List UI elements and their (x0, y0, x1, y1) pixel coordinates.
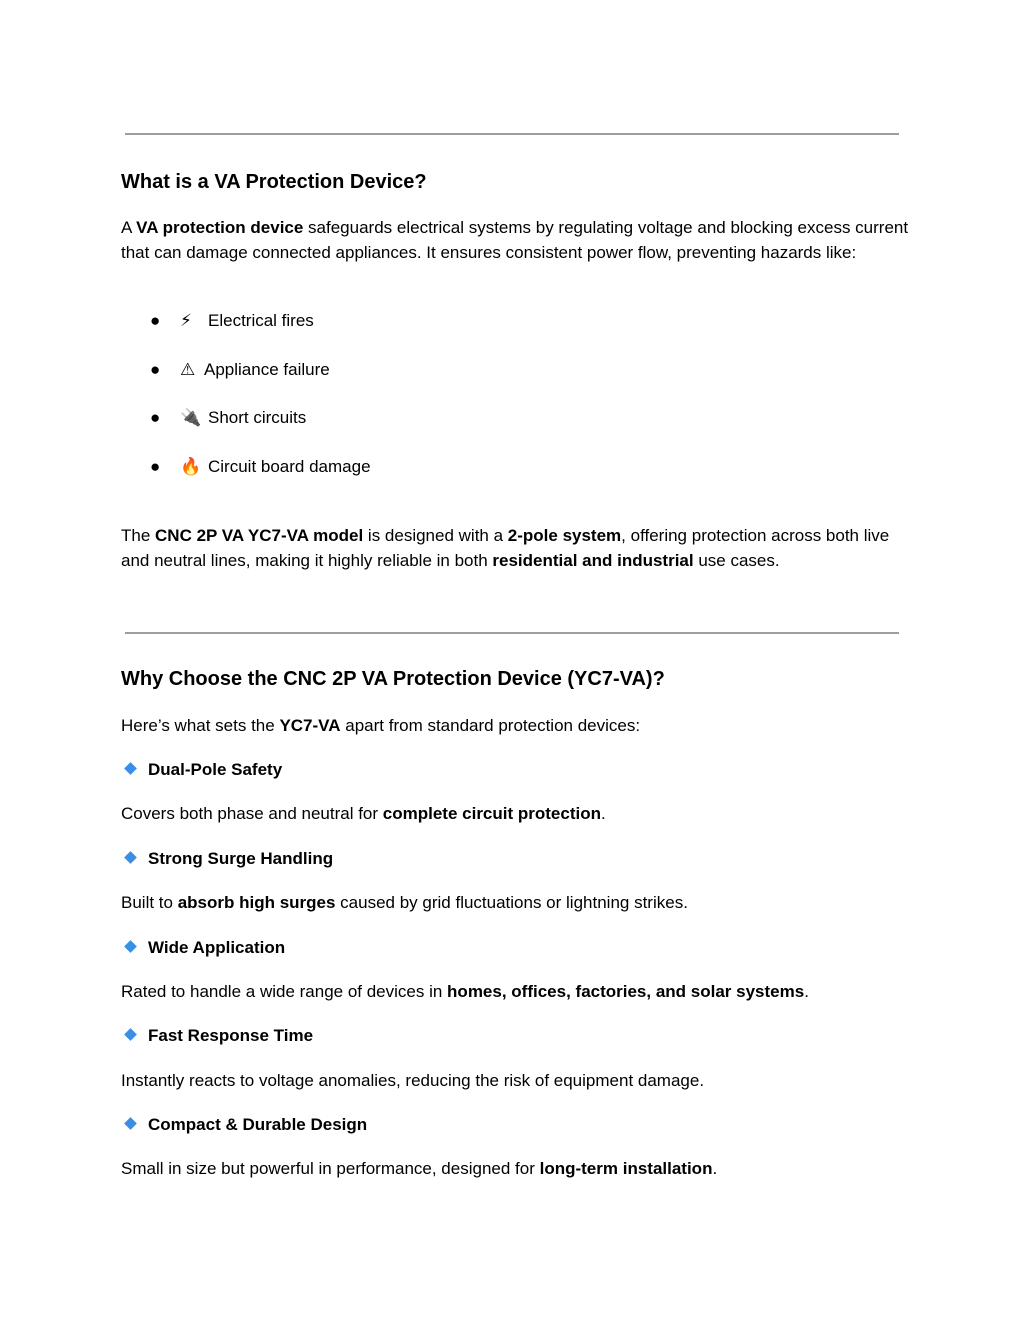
hazard-label: Short circuits (208, 408, 307, 427)
feature-title-fast-response: Fast Response Time (126, 1025, 313, 1047)
divider-top (125, 133, 899, 135)
feature-desc-wide-application: Rated to handle a wide range of devices in homes, offices, factories, and solar systems. (121, 982, 809, 1001)
diamond-icon (124, 851, 137, 864)
plug-icon: 🔌 (180, 408, 202, 428)
warning-icon: ⚠ (180, 360, 196, 380)
feature-title-surge: Strong Surge Handling (126, 848, 333, 870)
hazard-item-appliance (150, 359, 330, 381)
feature-title-dual-pole: Dual-Pole Safety (126, 759, 282, 781)
feature-desc-dual-pole: Covers both phase and neutral for complete circuit protection. (121, 804, 606, 823)
diamond-icon (124, 1117, 137, 1130)
feature-desc-surge: Built to absorb high surges caused by grid fluctuations or lightning strikes. (121, 893, 688, 912)
feature-desc-compact: Small in size but powerful in performance, designed for long-term installation. (121, 1159, 718, 1178)
bullet-dot: ● (150, 457, 161, 476)
bullet-dot: ● (150, 360, 161, 379)
hazard-label: Appliance failure (204, 360, 330, 379)
bullet-dot: ● (150, 311, 161, 330)
fire-icon: 🔥 (180, 457, 202, 477)
section-heading-what-is: What is a VA Protection Device? (121, 171, 427, 193)
hazard-item-fires (150, 310, 314, 332)
feature-title-compact: Compact & Durable Design (126, 1114, 367, 1136)
feature-title-wide-application: Wide Application (126, 937, 285, 959)
diamond-icon (124, 762, 137, 775)
intro-paragraph: A VA protection device safeguards electrical systems by regulating voltage and blocking excess current that can damage connected appliances. It ensures consistent power flow, preventing hazards like: (121, 218, 909, 262)
hazard-item-board (150, 456, 371, 478)
why-intro-paragraph: Here’s what sets the YC7-VA apart from standard protection devices: (121, 716, 641, 735)
hazard-label: Electrical fires (208, 311, 314, 330)
hazard-label: Circuit board damage (208, 457, 371, 476)
lightning-icon: ⚡ (180, 311, 192, 331)
bullet-dot: ● (150, 408, 161, 427)
feature-desc-fast-response: Instantly reacts to voltage anomalies, reducing the risk of equipment damage. (121, 1071, 705, 1090)
divider-middle (125, 632, 899, 634)
model-paragraph: The CNC 2P VA YC7-VA model is designed with a 2-pole system, offering protection across both live and neutral lines, making it highly reliable in both residential and industrial use cases. (121, 526, 890, 570)
section-heading-why-choose: Why Choose the CNC 2P VA Protection Device (YC7-VA)? (121, 668, 665, 690)
diamond-icon (124, 940, 137, 953)
diamond-icon (124, 1028, 137, 1041)
hazard-item-short (150, 407, 306, 429)
